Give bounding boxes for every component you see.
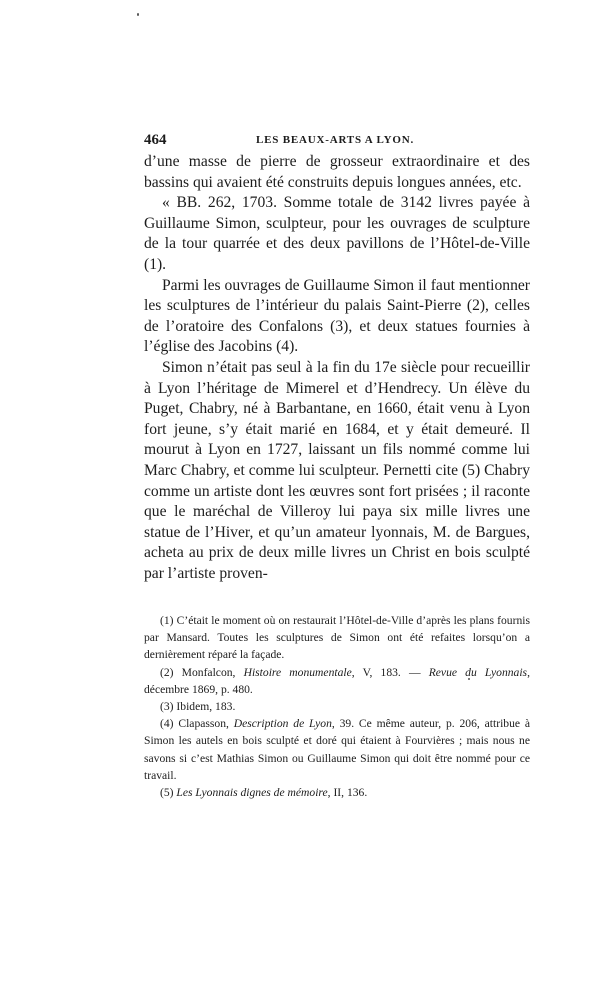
print-speck [137,13,139,16]
running-head: LES BEAUX-ARTS A LYON. [256,134,415,146]
footnote-2-ref: , V, 183. — [351,665,429,679]
footnote-5-number: (5) [160,786,177,800]
footnote-4-author: (4) Clapasson, [160,717,234,731]
footnote-5 [144,784,530,801]
footnote-5-title: Les Lyonnais dignes de mémoire [176,786,328,800]
footnote-4-title: Description de Lyon [233,717,332,731]
footnote-4-text: , 39. Ce même auteur, p. 206, attribue à Simon les autels en bois sculpté et doré qui étaient à Fourvières ; mais nous ne savons si c’est Mathias Simon ou Guillaume Simon qui doit être nommé pour ce travail. [144,717,530,782]
paragraph-2: « BB. 262, 1703. Somme totale de 3142 livres payée à Guillaume Simon, sculpteur, pour les ouvrages de sculpture de la tour quarrée et des deux pavillons de l’Hôtel-de-Ville (1). [144,194,530,273]
footnote-4 [144,715,530,784]
body-text [144,152,530,584]
paragraph-4: Simon n’était pas seul à la fin du 17e siècle pour recueillir à Lyon l’héritage de Mimerel et d’Hendrecy. Un élève du Puget, Chabry, né à Barbantane, en 1660, était venu à Lyon fort jeune, s’y était marié en 1684, et y était demeuré. Il mourut à Lyon en 1727, laissant un fils nommé comme lui Marc Chabry, et comme lui sculpteur. Pernetti cite (5) Chabry comme un artiste dont les œuvres sont fort prisées ; il raconte que le maréchal de Villeroy lui paya six mille livres une statue de l’Hiver, et qu’un amateur lyonnais, M. de Bargues, acheta au prix de deux mille livres un Christ en bois sculpté par l’artiste proven- [144,358,530,582]
footnote-3: (3) Ibidem, 183. [160,700,236,714]
footnote-2-title: Histoire monumentale [243,665,352,679]
footnote-2-journal: Revue du Lyonnais [428,665,528,679]
footnotes [144,612,530,801]
page-header [144,132,530,152]
page-number: 464 [144,132,167,148]
footnote-2 [144,664,530,698]
footnote-5-ref: , II, 136. [327,786,368,800]
footnote-2-author: (2) Monfalcon, [160,665,244,679]
footnote-1: (1) C’était le moment où on restaurait l’Hôtel-de-Ville d’après les plans fournis par Mansard. Toutes les sculptures de Simon ont été refaites lorsqu’on a dernièrement réparé la façade. [144,614,530,662]
paragraph-3: Parmi les ouvrages de Guillaume Simon il faut mentionner les sculptures de l’intérieur du palais Saint-Pierre (2), celles de l’oratoire des Confalons (3), et deux statues fournies à l’église des Jacobins (4). [144,276,530,356]
footnote-2-date: , décembre 1869, p. 480. [144,665,530,696]
paragraph-1: d’une masse de pierre de grosseur extraordinaire et des bassins qui avaient été construits depuis longues années, etc. [144,153,530,191]
